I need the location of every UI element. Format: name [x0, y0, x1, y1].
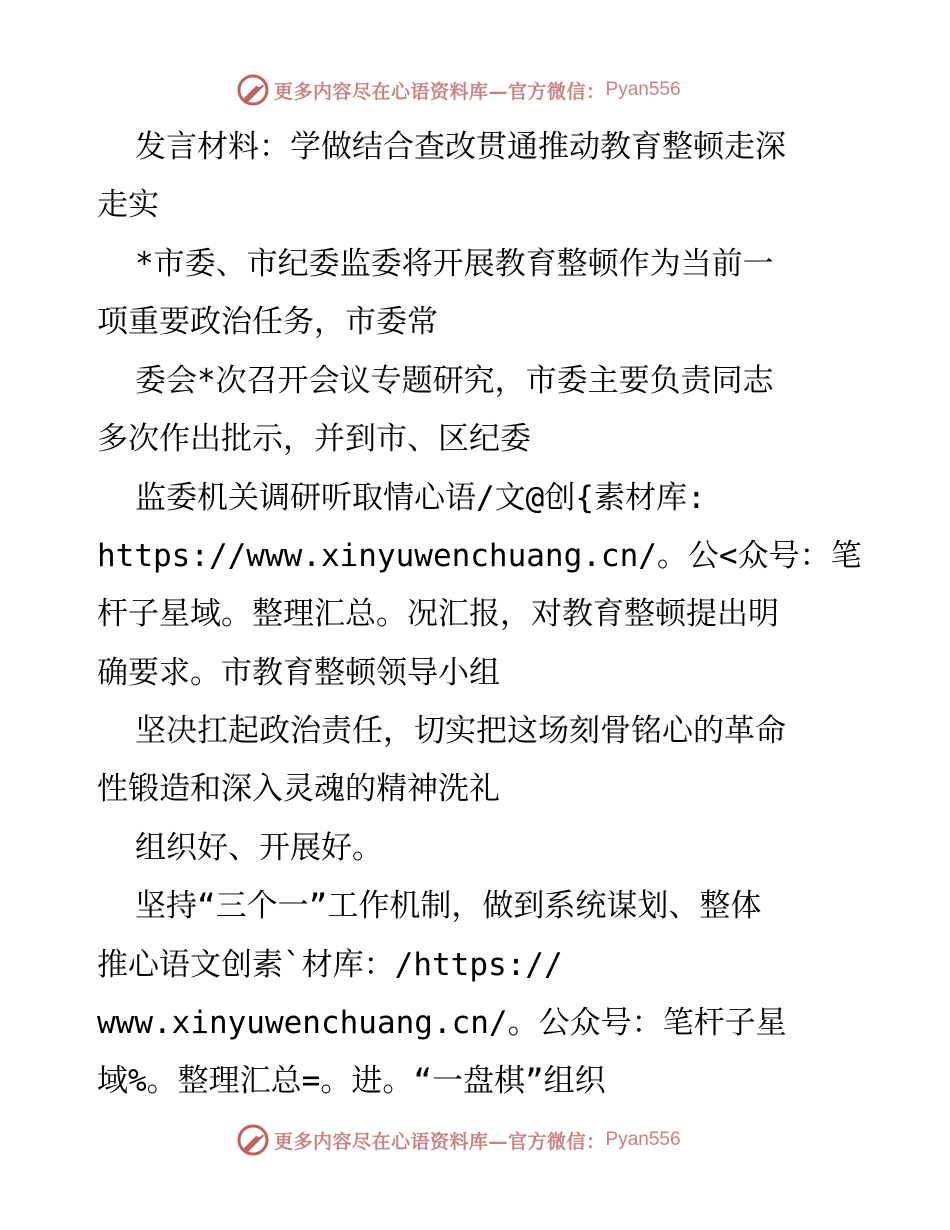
text-line: 发言材料：学做结合查改贯通推动教育整顿走深 [135, 129, 786, 165]
text-line: 推心语文创素`材库：/https:// [97, 947, 563, 983]
footer-watermark-banner [236, 1122, 681, 1158]
text-line: 确要求。市教育整顿领导小组 [97, 655, 500, 691]
header-watermark-banner [236, 72, 681, 108]
text-line: 域%。整理汇总=。进。“一盘棋”组织 [97, 1063, 606, 1099]
text-line: https://www.xinyuwenchuang.cn/。公<众号：笔 [97, 538, 862, 574]
text-line: 委会*次召开会议专题研究，市委主要负责同志 [135, 363, 774, 399]
text-line: 性锻造和深入灵魂的精神洗礼 [97, 771, 500, 807]
pen-logo-icon [236, 73, 270, 107]
text-line: 监委机关调研听取情心语/文@创{素材库: [135, 480, 706, 516]
pen-logo-icon [236, 1123, 270, 1157]
text-line: 坚决扛起政治责任，切实把这场刻骨铭心的革命 [135, 713, 786, 749]
text-line: 坚持“三个一”工作机制，做到系统谋划、整体 [135, 888, 762, 924]
text-line: 组织好、开展好。 [135, 830, 383, 866]
text-line: 走实 [97, 187, 159, 223]
footer-banner-text: 更多内容尽在心语资料库—官方微信： [274, 1130, 606, 1153]
text-line: 项重要政治任务，市委常 [97, 304, 438, 340]
header-banner-text: 更多内容尽在心语资料库—官方微信： [274, 80, 606, 103]
text-line: *市委、市纪委监委将开展教育整顿作为当前一 [135, 246, 774, 282]
text-line: 多次作出批示，并到市、区纪委 [97, 421, 531, 457]
text-line: www.xinyuwenchuang.cn/。公众号：笔杆子星 [97, 1005, 787, 1041]
text-line: 杆子星域。整理汇总。况汇报，对教育整顿提出明 [97, 596, 779, 632]
header-banner-account: Pyan556 [605, 79, 681, 100]
footer-banner-account: Pyan556 [605, 1129, 681, 1150]
